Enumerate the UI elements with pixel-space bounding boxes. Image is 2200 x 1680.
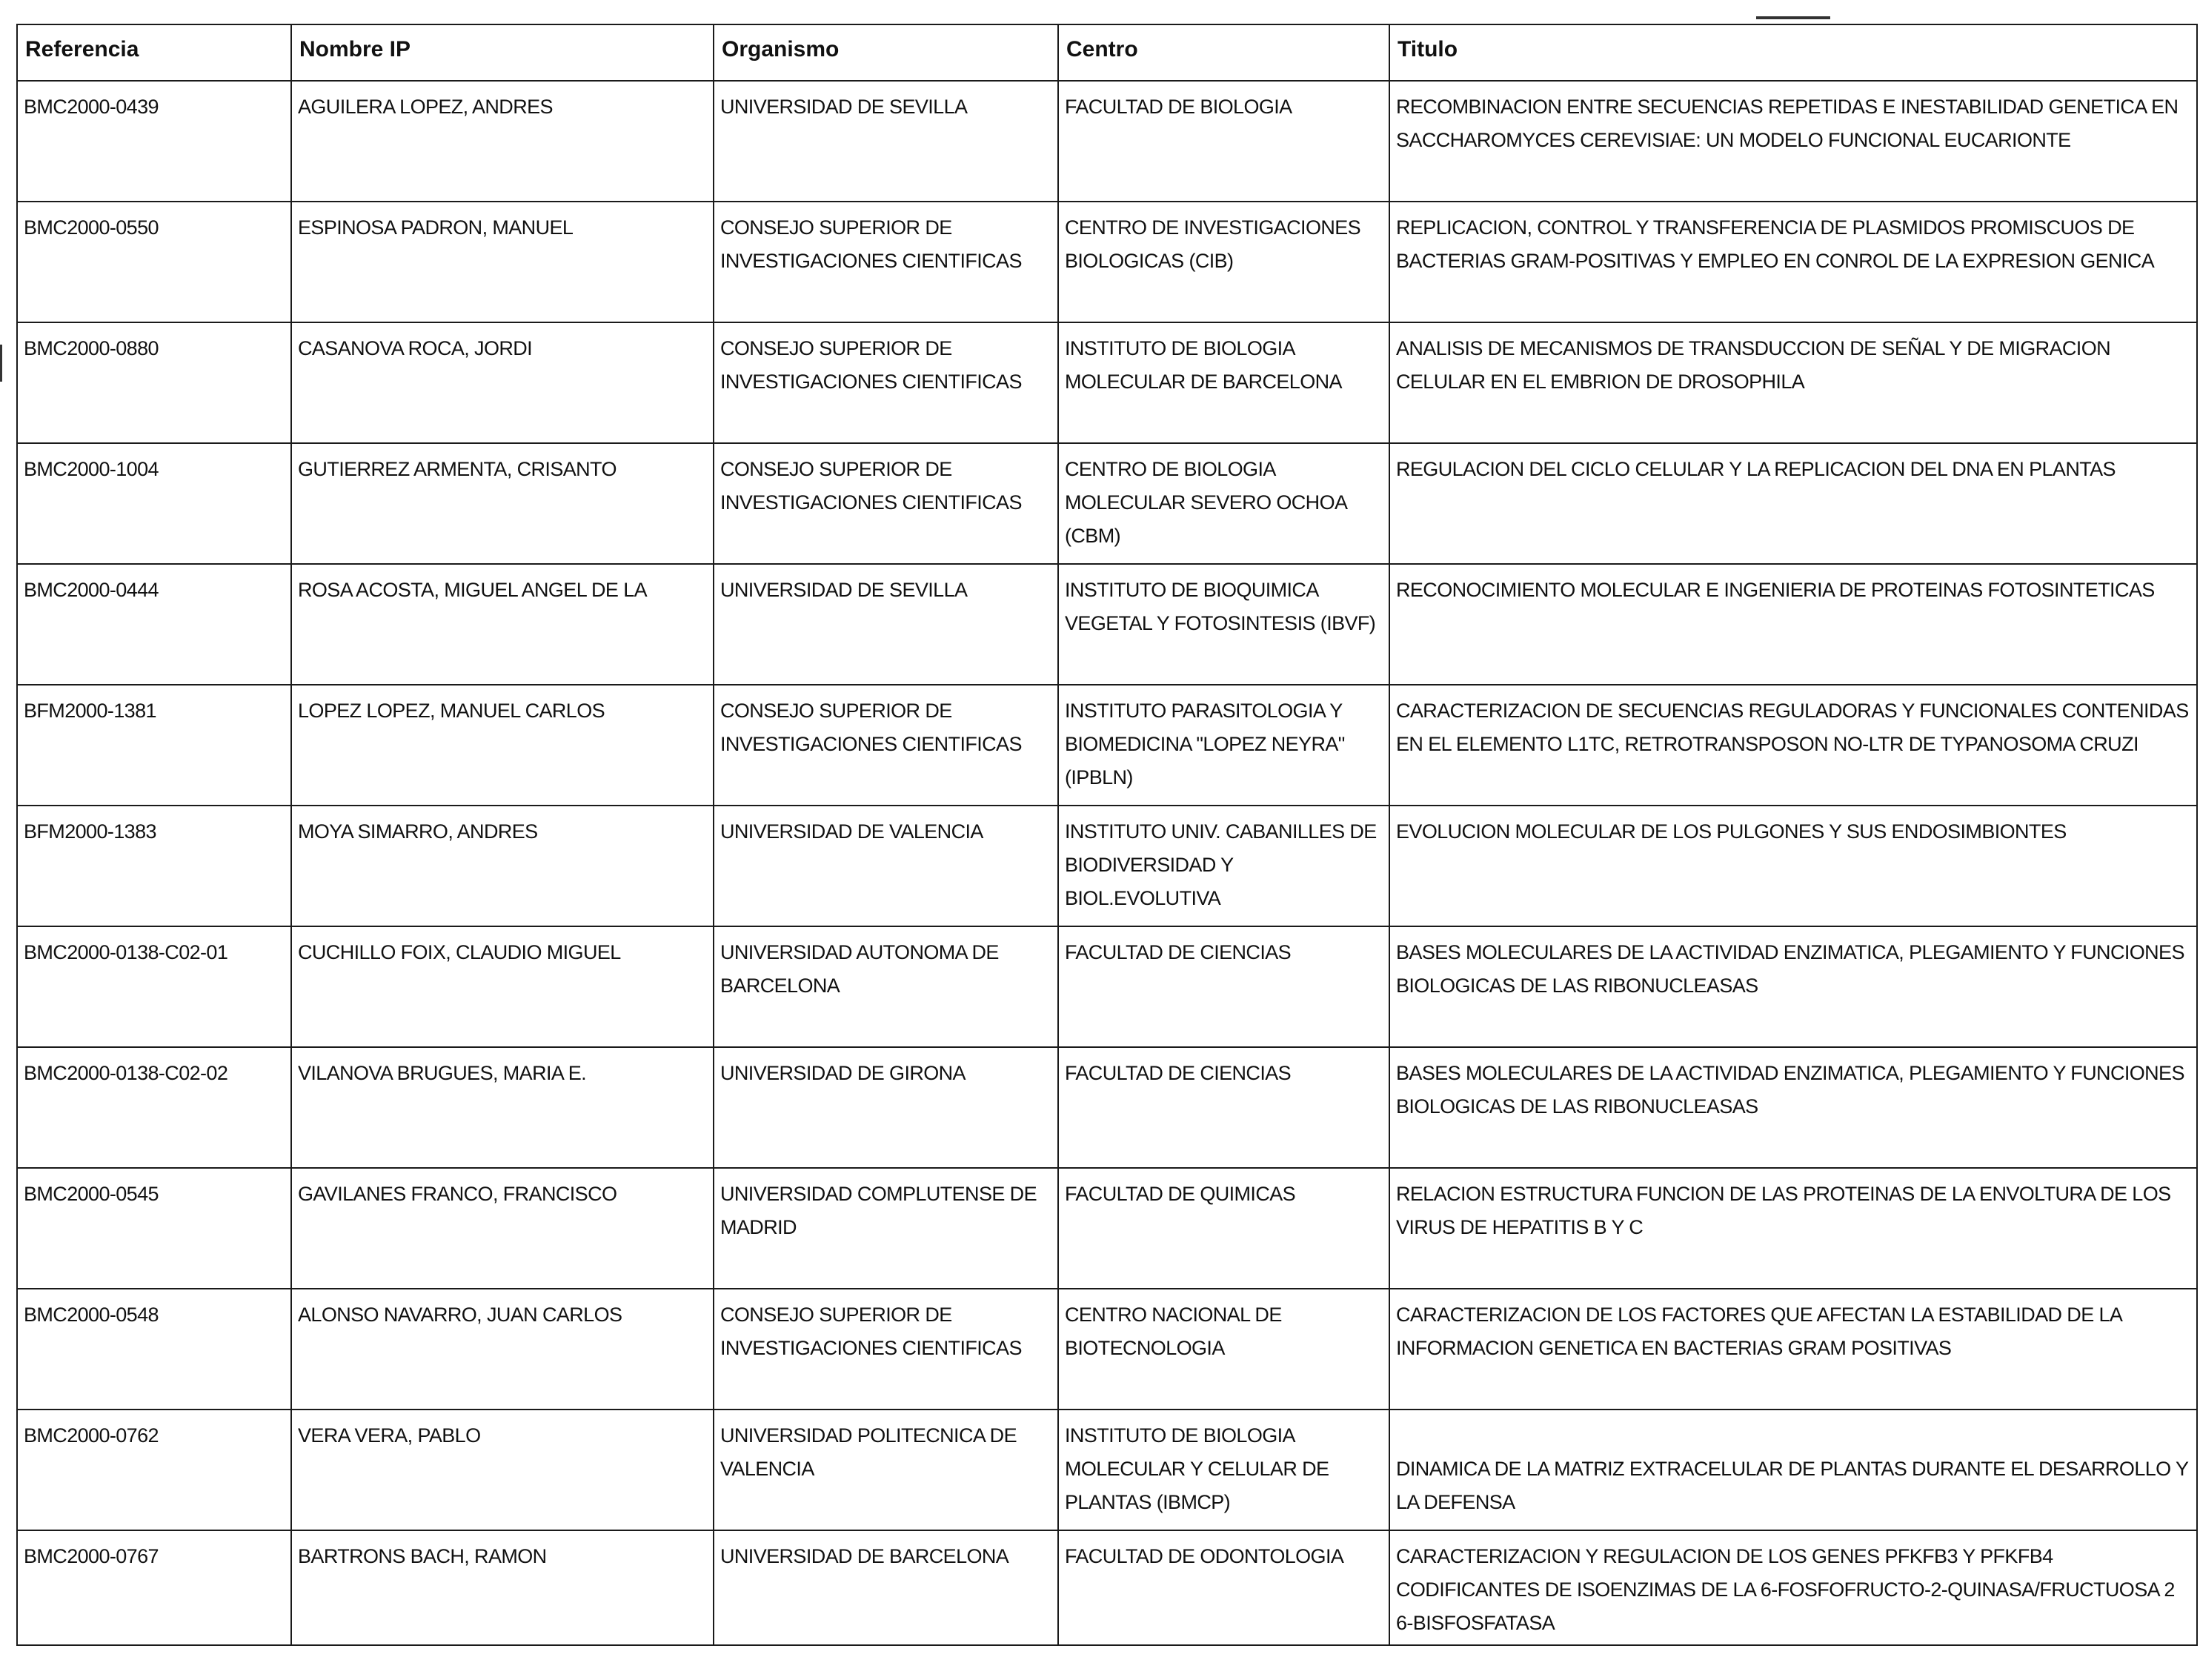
cell-referencia: BMC2000-0439 xyxy=(17,81,291,202)
cell-titulo: RECOMBINACION ENTRE SECUENCIAS REPETIDAS E INESTABILIDAD GENETICA EN SACCHAROMYCES CEREVISIAE: UN MODELO FUNCIONAL EUCARIONTE xyxy=(1389,81,2197,202)
cell-nombre-ip: MOYA SIMARRO, ANDRES xyxy=(291,806,714,926)
cell-organismo: UNIVERSIDAD COMPLUTENSE DE MADRID xyxy=(714,1168,1058,1289)
cell-centro: FACULTAD DE QUIMICAS xyxy=(1058,1168,1389,1289)
cell-nombre-ip: VILANOVA BRUGUES, MARIA E. xyxy=(291,1047,714,1168)
cell-referencia: BMC2000-0762 xyxy=(17,1410,291,1530)
cell-nombre-ip: ROSA ACOSTA, MIGUEL ANGEL DE LA xyxy=(291,564,714,685)
cell-titulo-text: DINAMICA DE LA MATRIZ EXTRACELULAR DE PLANTAS DURANTE EL DESARROLLO Y LA DEFENSA xyxy=(1396,1458,2188,1513)
cell-nombre-ip: ALONSO NAVARRO, JUAN CARLOS xyxy=(291,1289,714,1410)
table-row xyxy=(17,1289,2197,1410)
cell-centro: FACULTAD DE BIOLOGIA xyxy=(1058,81,1389,202)
table-row xyxy=(17,322,2197,443)
cell-referencia: BFM2000-1383 xyxy=(17,806,291,926)
table-row xyxy=(17,685,2197,806)
cell-organismo: CONSEJO SUPERIOR DE INVESTIGACIONES CIENTIFICAS xyxy=(714,685,1058,806)
cell-centro: INSTITUTO DE BIOQUIMICA VEGETAL Y FOTOSINTESIS (IBVF) xyxy=(1058,564,1389,685)
cell-titulo: ANALISIS DE MECANISMOS DE TRANSDUCCION DE SEÑAL Y DE MIGRACION CELULAR EN EL EMBRION DE DROSOPHILA xyxy=(1389,322,2197,443)
cell-referencia: BMC2000-0545 xyxy=(17,1168,291,1289)
header-nombre-ip: Nombre IP xyxy=(291,24,714,81)
cell-organismo: CONSEJO SUPERIOR DE INVESTIGACIONES CIENTIFICAS xyxy=(714,322,1058,443)
cell-nombre-ip: CASANOVA ROCA, JORDI xyxy=(291,322,714,443)
cell-spacer xyxy=(1396,1419,2190,1452)
cell-centro: FACULTAD DE CIENCIAS xyxy=(1058,1047,1389,1168)
cell-centro: FACULTAD DE ODONTOLOGIA xyxy=(1058,1530,1389,1645)
cell-titulo: EVOLUCION MOLECULAR DE LOS PULGONES Y SUS ENDOSIMBIONTES xyxy=(1389,806,2197,926)
cell-titulo: REGULACION DEL CICLO CELULAR Y LA REPLICACION DEL DNA EN PLANTAS xyxy=(1389,443,2197,564)
cell-organismo: UNIVERSIDAD AUTONOMA DE BARCELONA xyxy=(714,926,1058,1047)
cell-centro: INSTITUTO UNIV. CABANILLES DE BIODIVERSIDAD Y BIOL.EVOLUTIVA xyxy=(1058,806,1389,926)
cell-nombre-ip: GAVILANES FRANCO, FRANCISCO xyxy=(291,1168,714,1289)
cell-organismo: CONSEJO SUPERIOR DE INVESTIGACIONES CIENTIFICAS xyxy=(714,443,1058,564)
cell-centro: CENTRO NACIONAL DE BIOTECNOLOGIA xyxy=(1058,1289,1389,1410)
cell-organismo: UNIVERSIDAD DE SEVILLA xyxy=(714,81,1058,202)
cell-organismo: UNIVERSIDAD DE VALENCIA xyxy=(714,806,1058,926)
cell-nombre-ip: ESPINOSA PADRON, MANUEL xyxy=(291,202,714,322)
cell-nombre-ip: AGUILERA LOPEZ, ANDRES xyxy=(291,81,714,202)
cell-referencia: BMC2000-1004 xyxy=(17,443,291,564)
cell-organismo: CONSEJO SUPERIOR DE INVESTIGACIONES CIENTIFICAS xyxy=(714,202,1058,322)
cell-titulo: CARACTERIZACION DE LOS FACTORES QUE AFECTAN LA ESTABILIDAD DE LA INFORMACION GENETICA EN BACTERIAS GRAM POSITIVAS xyxy=(1389,1289,2197,1410)
cell-titulo: RECONOCIMIENTO MOLECULAR E INGENIERIA DE PROTEINAS FOTOSINTETICAS xyxy=(1389,564,2197,685)
header-referencia: Referencia xyxy=(17,24,291,81)
header-organismo: Organismo xyxy=(714,24,1058,81)
cell-nombre-ip: GUTIERREZ ARMENTA, CRISANTO xyxy=(291,443,714,564)
scan-mark xyxy=(0,345,2,382)
header-titulo: Titulo xyxy=(1389,24,2197,81)
cell-organismo: UNIVERSIDAD DE BARCELONA xyxy=(714,1530,1058,1645)
cell-organismo: UNIVERSIDAD POLITECNICA DE VALENCIA xyxy=(714,1410,1058,1530)
cell-centro: INSTITUTO PARASITOLOGIA Y BIOMEDICINA "LOPEZ NEYRA" (IPBLN) xyxy=(1058,685,1389,806)
cell-referencia: BMC2000-0444 xyxy=(17,564,291,685)
cell-titulo: CARACTERIZACION DE SECUENCIAS REGULADORAS Y FUNCIONALES CONTENIDAS EN EL ELEMENTO L1TC, RETROTRANSPOSON NO-LTR DE TYPANOSOMA CRUZI xyxy=(1389,685,2197,806)
cell-centro: CENTRO DE INVESTIGACIONES BIOLOGICAS (CIB) xyxy=(1058,202,1389,322)
header-centro: Centro xyxy=(1058,24,1389,81)
cell-nombre-ip: VERA VERA, PABLO xyxy=(291,1410,714,1530)
table-row xyxy=(17,81,2197,202)
cell-organismo: UNIVERSIDAD DE GIRONA xyxy=(714,1047,1058,1168)
cell-referencia: BMC2000-0138-C02-01 xyxy=(17,926,291,1047)
cell-referencia: BMC2000-0767 xyxy=(17,1530,291,1645)
cell-referencia: BFM2000-1381 xyxy=(17,685,291,806)
cell-organismo: CONSEJO SUPERIOR DE INVESTIGACIONES CIENTIFICAS xyxy=(714,1289,1058,1410)
cell-referencia: BMC2000-0548 xyxy=(17,1289,291,1410)
table-row xyxy=(17,1410,2197,1530)
table-row xyxy=(17,806,2197,926)
cell-referencia: BMC2000-0138-C02-02 xyxy=(17,1047,291,1168)
cell-centro: INSTITUTO DE BIOLOGIA MOLECULAR DE BARCELONA xyxy=(1058,322,1389,443)
header-row xyxy=(17,24,2197,81)
cell-organismo: UNIVERSIDAD DE SEVILLA xyxy=(714,564,1058,685)
scan-mark xyxy=(1756,16,1830,19)
cell-nombre-ip: LOPEZ LOPEZ, MANUEL CARLOS xyxy=(291,685,714,806)
cell-nombre-ip: CUCHILLO FOIX, CLAUDIO MIGUEL xyxy=(291,926,714,1047)
cell-centro: FACULTAD DE CIENCIAS xyxy=(1058,926,1389,1047)
table-row xyxy=(17,1168,2197,1289)
table-row xyxy=(17,443,2197,564)
cell-referencia: BMC2000-0550 xyxy=(17,202,291,322)
cell-titulo: BASES MOLECULARES DE LA ACTIVIDAD ENZIMATICA, PLEGAMIENTO Y FUNCIONES BIOLOGICAS DE LAS RIBONUCLEASAS xyxy=(1389,926,2197,1047)
projects-table xyxy=(16,24,2198,1646)
cell-referencia: BMC2000-0880 xyxy=(17,322,291,443)
table-row xyxy=(17,926,2197,1047)
cell-titulo: CARACTERIZACION Y REGULACION DE LOS GENES PFKFB3 Y PFKFB4 CODIFICANTES DE ISOENZIMAS DE LA 6-FOSFOFRUCTO-2-QUINASA/FRUCTUOSA 2 6-BISFOSFATASA xyxy=(1389,1530,2197,1645)
table-row xyxy=(17,1530,2197,1645)
cell-centro: INSTITUTO DE BIOLOGIA MOLECULAR Y CELULAR DE PLANTAS (IBMCP) xyxy=(1058,1410,1389,1530)
cell-nombre-ip: BARTRONS BACH, RAMON xyxy=(291,1530,714,1645)
cell-titulo: RELACION ESTRUCTURA FUNCION DE LAS PROTEINAS DE LA ENVOLTURA DE LOS VIRUS DE HEPATITIS B Y C xyxy=(1389,1168,2197,1289)
cell-titulo xyxy=(1389,1410,2197,1530)
cell-titulo: BASES MOLECULARES DE LA ACTIVIDAD ENZIMATICA, PLEGAMIENTO Y FUNCIONES BIOLOGICAS DE LAS RIBONUCLEASAS xyxy=(1389,1047,2197,1168)
cell-titulo: REPLICACION, CONTROL Y TRANSFERENCIA DE PLASMIDOS PROMISCUOS DE BACTERIAS GRAM-POSITIVAS Y EMPLEO EN CONROL DE LA EXPRESION GENICA xyxy=(1389,202,2197,322)
table-row xyxy=(17,202,2197,322)
table-row xyxy=(17,1047,2197,1168)
cell-centro: CENTRO DE BIOLOGIA MOLECULAR SEVERO OCHOA (CBM) xyxy=(1058,443,1389,564)
table-row xyxy=(17,564,2197,685)
